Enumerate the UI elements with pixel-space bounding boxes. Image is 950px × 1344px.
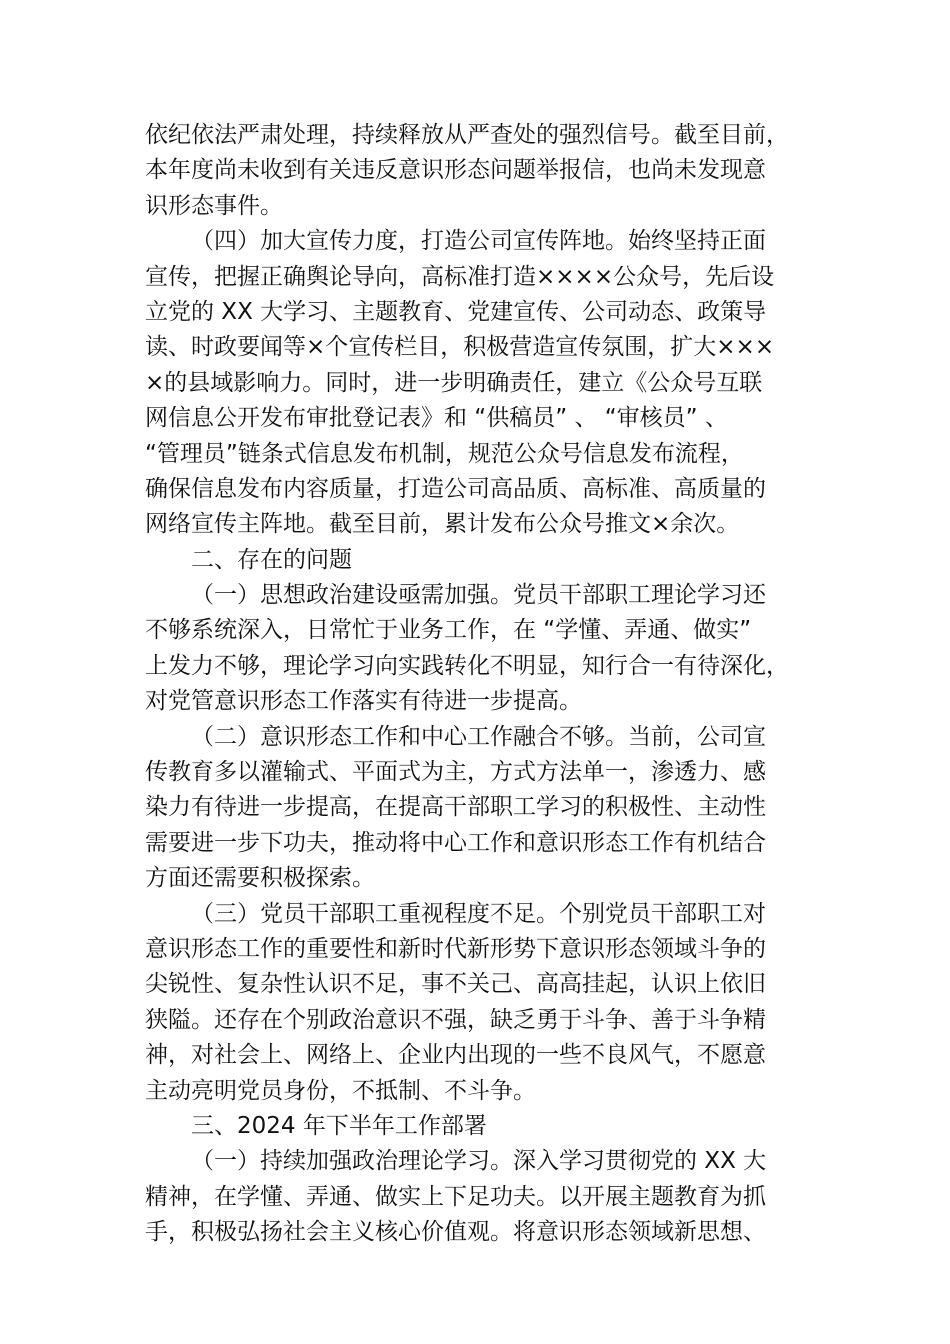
text-line: 需要进一步下功夫，推动将中心工作和意识形态工作有机结合 xyxy=(145,829,766,856)
text-line: 上发力不够，理论学习向实践转化不明显，知行合一有待深化， xyxy=(145,652,789,679)
text-line: 三、2024 年下半年工作部署 xyxy=(191,1112,487,1139)
text-line: 依纪依法严肃处理，持续释放从严查处的强烈信号。截至目前， xyxy=(145,122,789,148)
text-line: 狭隘。还存在个别政治意识不强，缺乏勇于斗争、善于斗争精 xyxy=(145,1006,766,1033)
document-body xyxy=(145,118,815,1251)
text-line: 传教育多以灌输式、平面式为主，方式方法单一，渗透力、感 xyxy=(145,759,766,786)
text-line: （三）党员干部职工重视程度不足。个别党员干部职工对 xyxy=(191,900,766,927)
text-line: 手，积极弘扬社会主义核心价值观。将意识形态领域新思想、 xyxy=(145,1219,766,1246)
text-line: 宣传，把握正确舆论导向，高标准打造××××公众号，先后设 xyxy=(145,263,775,290)
text-line: 尖锐性、复杂性认识不足，事不关己、高高挂起，认识上依旧 xyxy=(145,971,766,998)
text-line: ×的县域影响力。同时，进一步明确责任，建立《公众号互联 xyxy=(145,369,763,396)
text-line: 神，对社会上、网络上、企业内出现的一些不良风气，不愿意 xyxy=(145,1042,766,1069)
text-line: “管理员”链条式信息发布机制，规范公众号信息发布流程， xyxy=(145,440,744,467)
text-line: （四）加大宣传力度，打造公司宣传阵地。始终坚持正面 xyxy=(191,228,766,255)
text-line: 意识形态工作的重要性和新时代新形势下意识形态领域斗争的 xyxy=(145,935,766,962)
text-line: （一）思想政治建设亟需加强。党员干部职工理论学习还 xyxy=(191,582,766,609)
text-line: 二、存在的问题 xyxy=(191,546,352,573)
text-line: 确保信息发布内容质量，打造公司高品质、高标准、高质量的 xyxy=(145,475,766,502)
text-line: 不够系统深入，日常忙于业务工作，在 “学懂、弄通、做实” xyxy=(145,617,752,644)
text-line: 网络宣传主阵地。截至目前，累计发布公众号推文×余次。 xyxy=(145,511,740,538)
text-line: 识形态事件。 xyxy=(145,192,283,219)
text-line: 立党的 XX 大学习、主题教育、党建宣传、公司动态、政策导 xyxy=(145,298,767,325)
text-line: 本年度尚未收到有关违反意识形态问题举报信，也尚未发现意 xyxy=(145,157,766,184)
text-line: 精神，在学懂、弄通、做实上下足功夫。以开展主题教育为抓 xyxy=(145,1183,766,1210)
text-line: 方面还需要积极探索。 xyxy=(145,865,375,892)
text-line: 主动亮明党员身份，不抵制、不斗争。 xyxy=(145,1077,536,1104)
text-line: 读、时政要闻等×个宣传栏目，积极营造宣传氛围，扩大××× xyxy=(145,334,775,361)
text-line: （一）持续加强政治理论学习。深入学习贯彻党的 XX 大 xyxy=(191,1148,767,1175)
text-line: 网信息公开发布审批登记表》和 “供稿员” 、 “审核员” 、 xyxy=(145,405,728,432)
text-line: 对党管意识形态工作落实有待进一步提高。 xyxy=(145,688,582,715)
text-line: 染力有待进一步提高，在提高干部职工学习的积极性、主动性 xyxy=(145,794,766,821)
text-line: （二）意识形态工作和中心工作融合不够。当前，公司宣 xyxy=(191,723,766,750)
